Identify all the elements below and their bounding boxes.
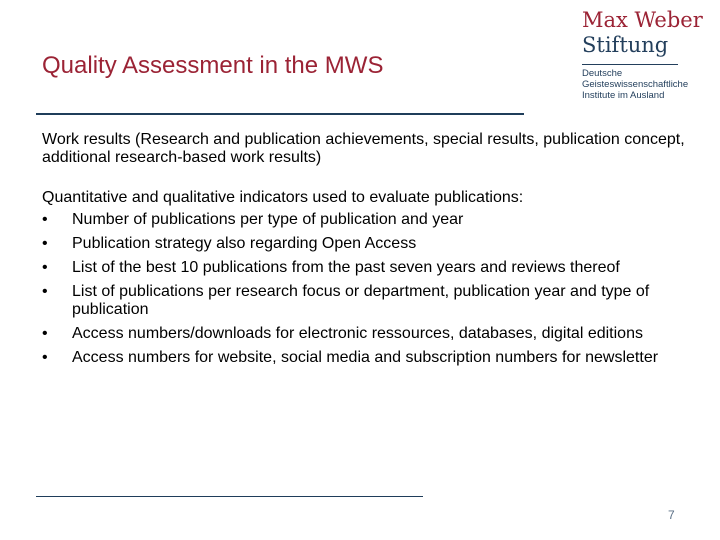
page-number: 7 <box>668 508 675 522</box>
logo-subtitle-line: Geisteswissenschaftliche <box>582 79 689 90</box>
bullet-marker: • <box>42 259 48 276</box>
bullet-marker: • <box>42 325 48 342</box>
list-item <box>42 235 702 253</box>
slide-title: Quality Assessment in the MWS <box>42 52 384 79</box>
list-item <box>42 349 702 367</box>
max-weber-stiftung-logo <box>582 8 712 101</box>
logo-subtitle-line: Institute im Ausland <box>582 90 665 101</box>
list-item-text: Number of publications per type of publication and year <box>72 211 464 228</box>
indicators-intro: Quantitative and qualitative indicators used to evaluate publications: <box>42 189 524 206</box>
list-item <box>42 211 702 229</box>
bullet-marker: • <box>42 211 48 228</box>
logo-divider <box>582 64 678 65</box>
bullet-marker: • <box>42 235 48 252</box>
list-item-text: List of publications per research focus or department, publication year and type of publication <box>72 283 650 318</box>
list-item <box>42 325 702 343</box>
logo-line-2: Stiftung <box>582 33 669 57</box>
title-underline <box>36 113 524 115</box>
list-item <box>42 259 702 277</box>
bullet-marker: • <box>42 349 48 366</box>
logo-line-1: Max Weber <box>582 8 703 32</box>
list-item-text: Publication strategy also regarding Open Access <box>72 235 417 252</box>
list-item-text: Access numbers/downloads for electronic ressources, databases, digital editions <box>72 325 643 342</box>
list-item-text: Access numbers for website, social media and subscription numbers for newsletter <box>72 349 659 366</box>
bullet-marker: • <box>42 283 48 300</box>
footer-rule <box>36 496 423 497</box>
slide-body <box>42 131 702 373</box>
list-item <box>42 283 702 319</box>
list-item-text: List of the best 10 publications from the past seven years and reviews thereof <box>72 259 620 276</box>
work-results-paragraph: Work results (Research and publication achievements, special results, publication concept, additional research-based work results) <box>42 131 685 166</box>
logo-subtitle-line: Deutsche <box>582 68 623 79</box>
indicator-list <box>42 211 702 367</box>
